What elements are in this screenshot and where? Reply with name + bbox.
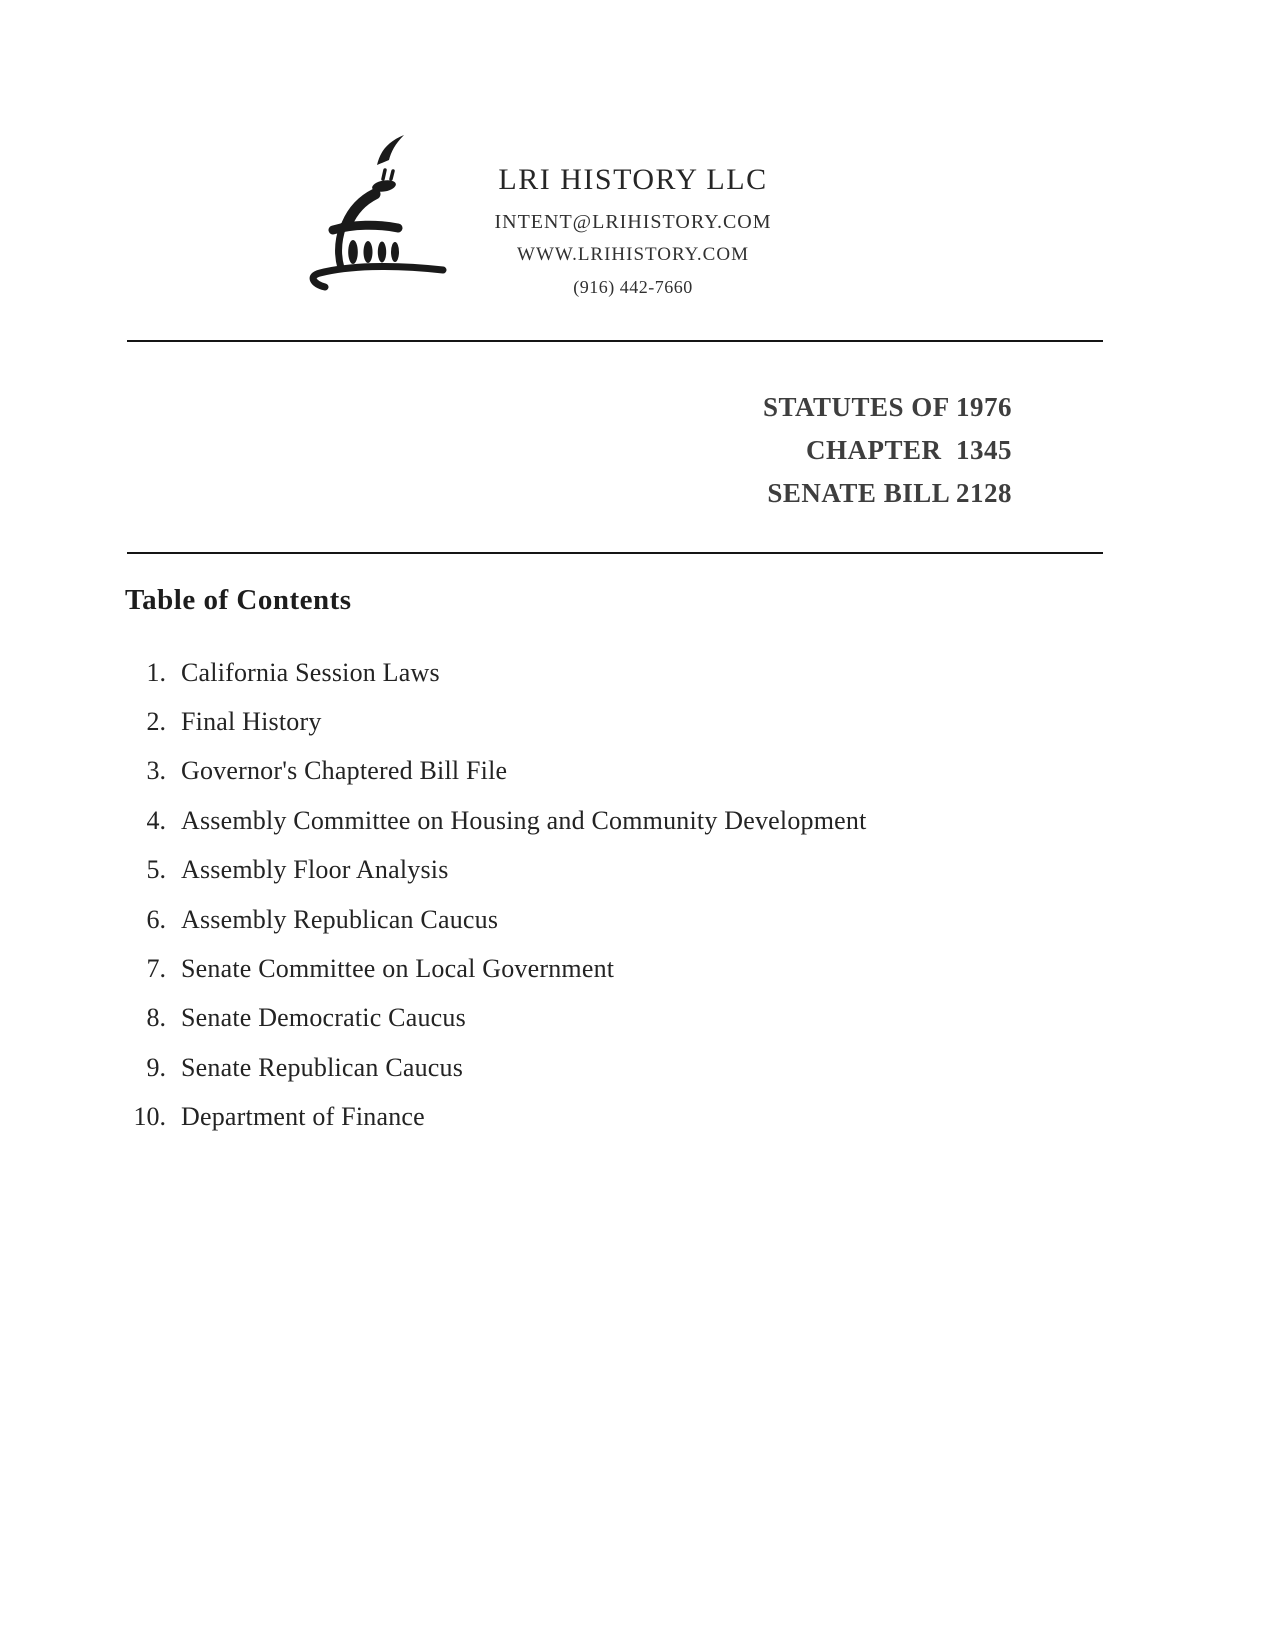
company-email: INTENT@LRIHISTORY.COM — [494, 211, 772, 233]
toc-list — [0, 648, 1276, 1142]
toc-item — [0, 944, 1276, 993]
senate-bill-line: SENATE BILL 2128 — [767, 478, 1012, 508]
toc-title: Table of Contents — [125, 584, 352, 616]
bill-reference-block — [763, 386, 1012, 515]
toc-item — [0, 895, 1276, 944]
toc-item-label: California Session Laws — [181, 657, 440, 687]
toc-item — [0, 648, 1276, 697]
divider-bottom — [127, 552, 1103, 554]
toc-item-label: Senate Republican Caucus — [181, 1052, 464, 1082]
toc-item — [0, 846, 1276, 895]
toc-item-number: 10. — [133, 1102, 166, 1132]
statutes-line: STATUTES OF 1976 — [762, 392, 1012, 422]
toc-item-number: 4. — [146, 805, 166, 835]
toc-item-number: 5. — [146, 855, 166, 885]
toc-item — [0, 994, 1276, 1043]
company-phone: (916) 442-7660 — [573, 277, 693, 297]
toc-item — [0, 1043, 1276, 1092]
toc-item — [0, 1093, 1276, 1142]
toc-item-number: 2. — [146, 707, 166, 737]
company-name: LRI HISTORY LLC — [498, 163, 768, 196]
toc-item-number: 3. — [146, 756, 166, 786]
toc-item-number: 8. — [146, 1003, 166, 1033]
toc-item-label: Assembly Committee on Housing and Community Development — [181, 805, 867, 835]
chapter-line: CHAPTER 1345 — [805, 435, 1012, 465]
toc-item — [0, 697, 1276, 746]
toc-item-number: 7. — [146, 954, 166, 984]
toc-item-label: Department of Finance — [181, 1102, 425, 1132]
company-contact-block — [457, 162, 809, 299]
toc-item-number: 6. — [146, 904, 166, 934]
toc-item-label: Assembly Floor Analysis — [181, 855, 449, 885]
toc-item-number: 1. — [146, 657, 166, 687]
toc-item — [0, 747, 1276, 796]
toc-item-label: Assembly Republican Caucus — [181, 904, 499, 934]
toc-item-label: Final History — [181, 707, 322, 737]
toc-item-label: Senate Democratic Caucus — [181, 1003, 466, 1033]
capitol-dome-logo-icon — [291, 124, 456, 296]
toc-item-label: Governor's Chaptered Bill File — [181, 756, 508, 786]
toc-item — [0, 796, 1276, 845]
toc-item-number: 9. — [146, 1052, 166, 1082]
company-website: WWW.LRIHISTORY.COM — [517, 244, 749, 265]
divider-top — [127, 340, 1103, 342]
toc-item-label: Senate Committee on Local Government — [181, 954, 615, 984]
